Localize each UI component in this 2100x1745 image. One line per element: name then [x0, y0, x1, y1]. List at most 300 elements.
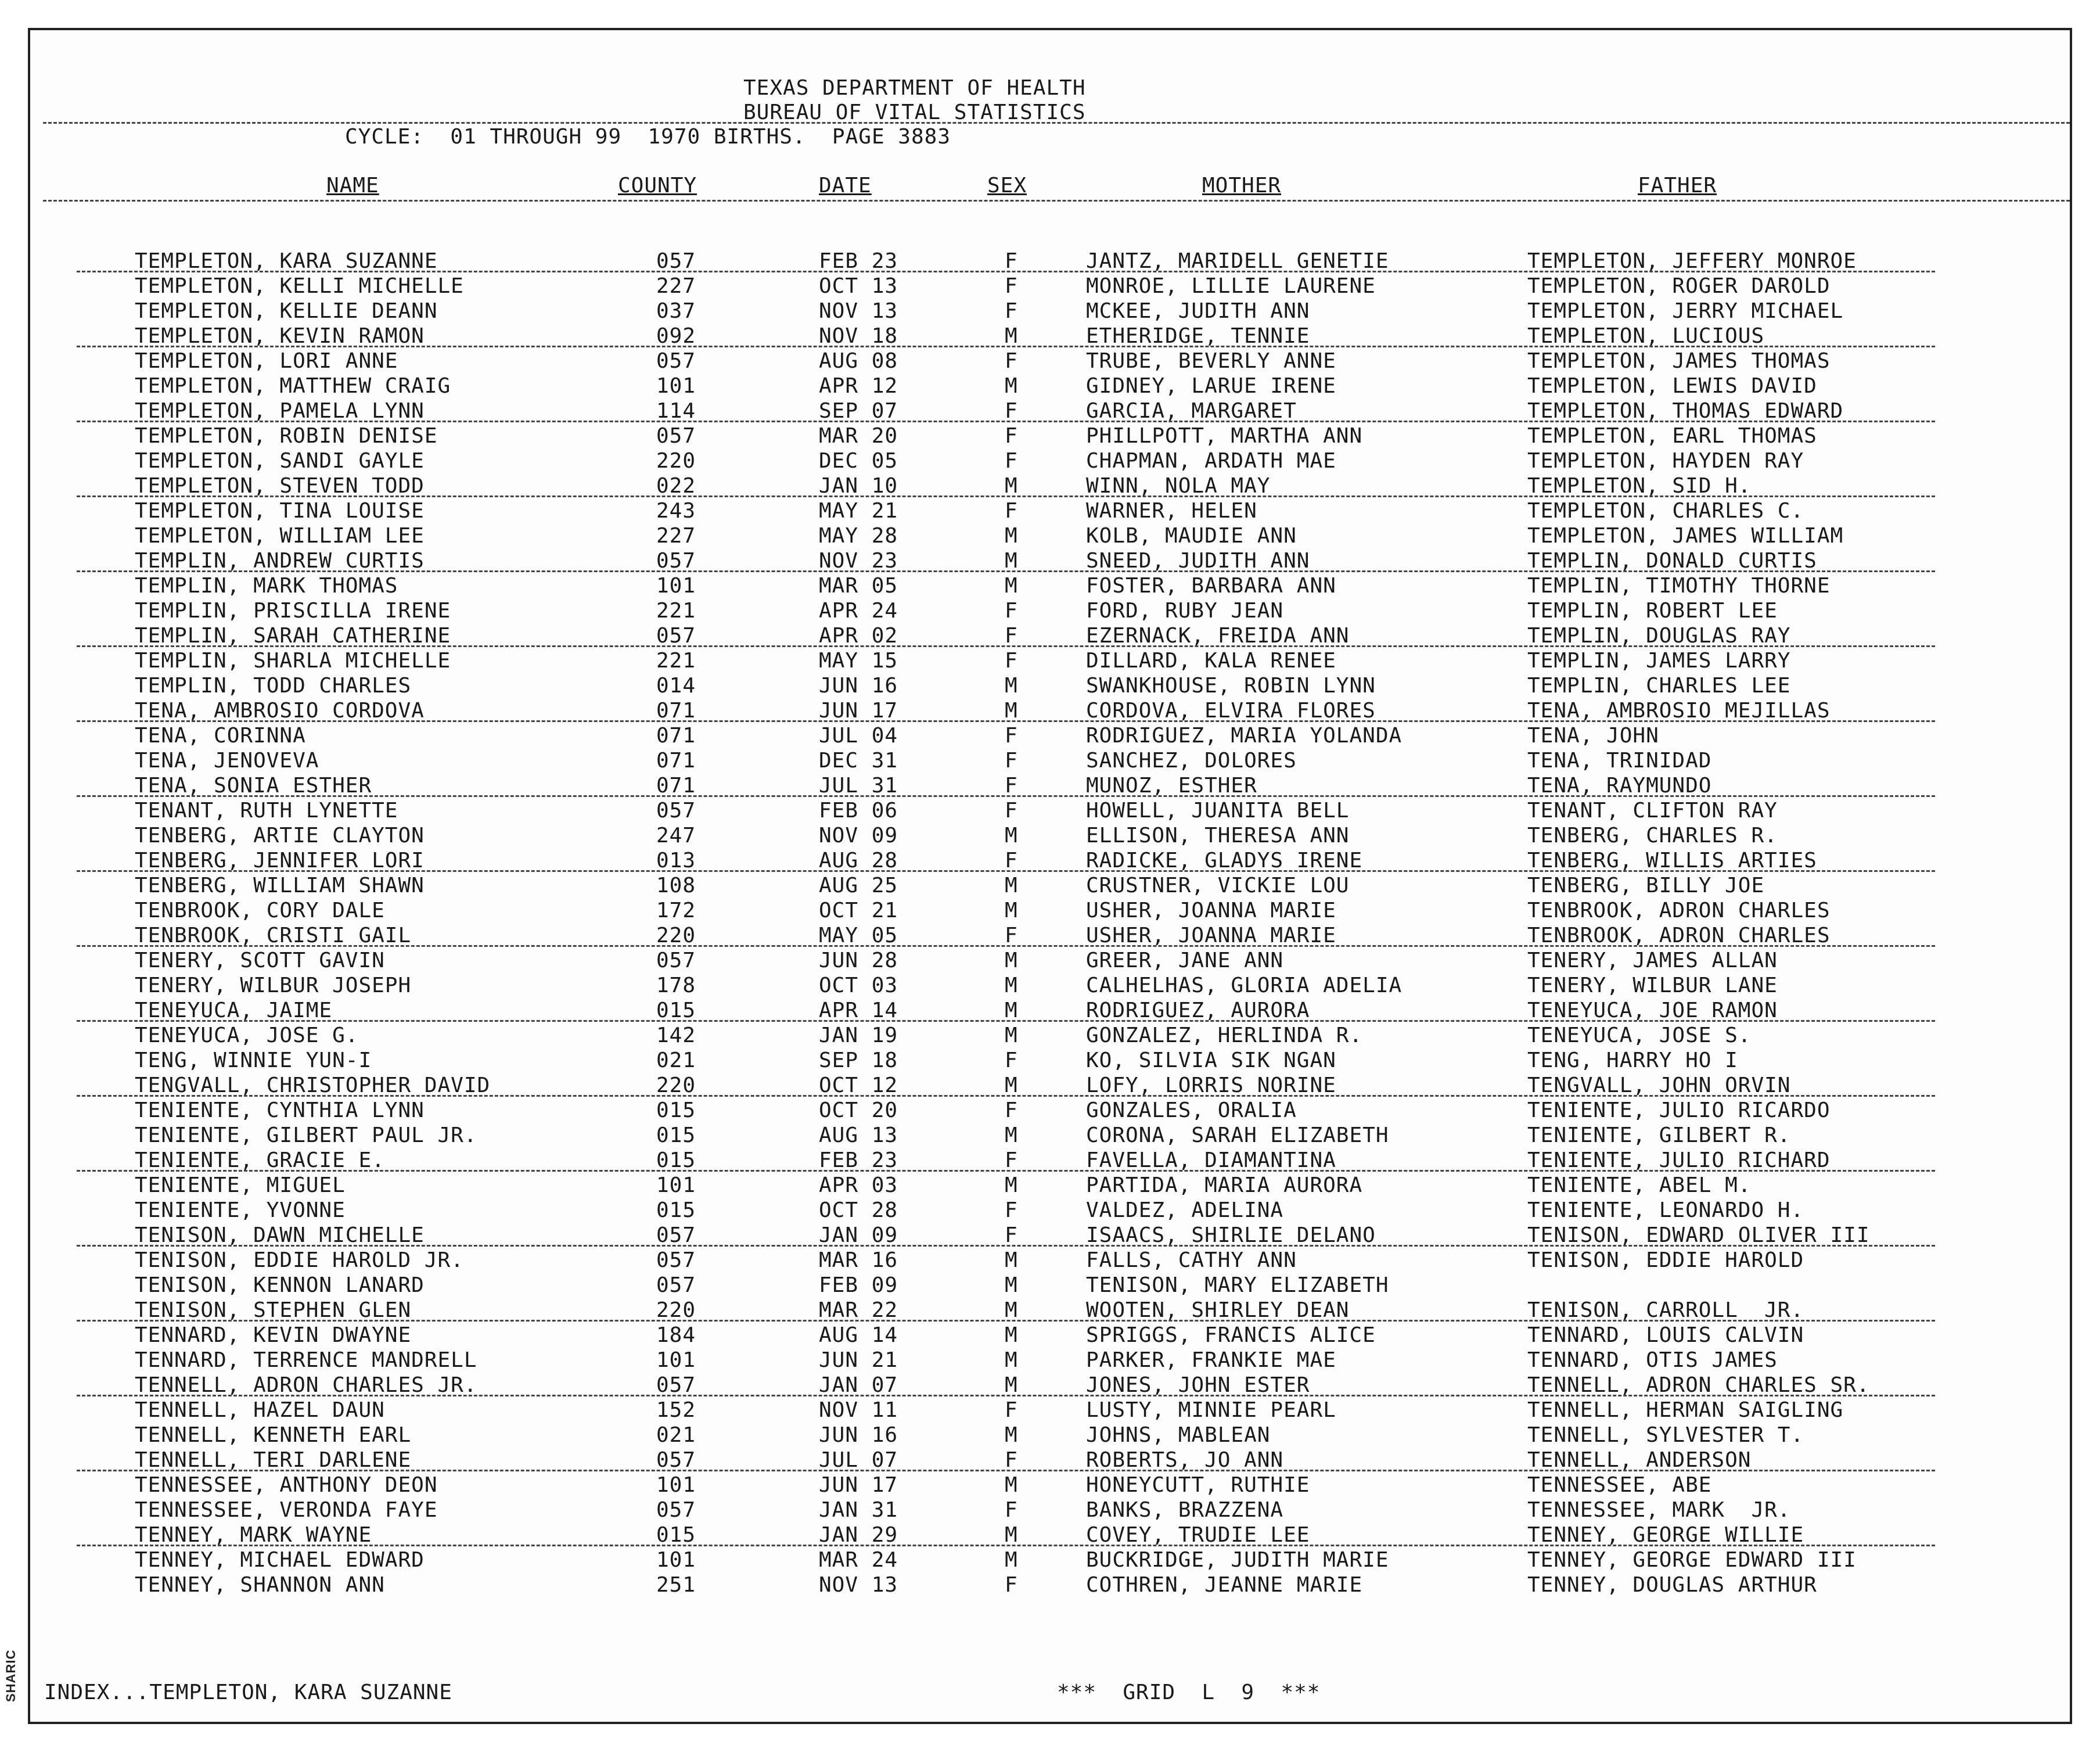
record-sex: M: [1005, 1298, 1018, 1322]
record-father: TENIENTE, GILBERT R.: [1527, 1123, 1791, 1147]
record-name: TEMPLETON, TINA LOUISE: [135, 499, 425, 523]
record-sex: M: [1005, 674, 1018, 698]
record-mother: FOSTER, BARBARA ANN: [1086, 574, 1336, 598]
record-mother: JANTZ, MARIDELL GENETIE: [1086, 249, 1389, 273]
record-row: [30, 749, 2074, 774]
record-row: [30, 1249, 2074, 1274]
record-name: TEMPLETON, KEVIN RAMON: [135, 324, 425, 348]
row-separator: [77, 1545, 1935, 1546]
record-name: TEMPLETON, KELLI MICHELLE: [135, 274, 464, 298]
record-date: AUG 13: [819, 1123, 898, 1147]
record-father: TEMPLIN, DONALD CURTIS: [1527, 549, 1817, 573]
record-county: 247: [656, 824, 696, 848]
record-mother: BUCKRIDGE, JUDITH MARIE: [1086, 1548, 1389, 1572]
record-name: TENNESSEE, ANTHONY DEON: [135, 1473, 438, 1497]
record-row: [30, 325, 2074, 350]
record-sex: M: [1005, 1423, 1018, 1447]
record-mother: PARTIDA, MARIA AURORA: [1086, 1173, 1363, 1197]
record-name: TENNELL, KENNETH EARL: [135, 1423, 412, 1447]
record-row: [30, 1499, 2074, 1524]
record-county: 114: [656, 399, 696, 423]
record-father: TENGVALL, JOHN ORVIN: [1527, 1073, 1791, 1097]
record-date: JUL 04: [819, 724, 898, 748]
record-sex: F: [1005, 1573, 1018, 1597]
record-father: TENBERG, WILLIS ARTIES: [1527, 849, 1817, 873]
record-county: 101: [656, 1473, 696, 1497]
record-sex: M: [1005, 1073, 1018, 1097]
record-row: [30, 1274, 2074, 1299]
record-father: TENEYUCA, JOE RAMON: [1527, 999, 1778, 1022]
header-bureau: BUREAU OF VITAL STATISTICS: [743, 100, 1086, 124]
column-header-name: NAME: [326, 174, 379, 198]
record-father: TENNEY, DOUGLAS ARTHUR: [1527, 1573, 1817, 1597]
record-date: FEB 23: [819, 249, 898, 273]
record-county: 057: [656, 349, 696, 373]
record-county: 227: [656, 274, 696, 298]
record-sex: F: [1005, 424, 1018, 448]
record-name: TEMPLETON, SANDI GAYLE: [135, 449, 425, 473]
record-row: [30, 649, 2074, 674]
record-sex: F: [1005, 1398, 1018, 1422]
record-sex: M: [1005, 1323, 1018, 1347]
record-name: TENNARD, TERRENCE MANDRELL: [135, 1348, 477, 1372]
record-father: TENA, JOHN: [1527, 724, 1659, 748]
record-mother: ROBERTS, JO ANN: [1086, 1448, 1284, 1472]
record-name: TENNELL, HAZEL DAUN: [135, 1398, 385, 1422]
record-sex: M: [1005, 524, 1018, 548]
column-header-county: COUNTY: [618, 174, 697, 198]
record-county: 092: [656, 324, 696, 348]
record-sex: F: [1005, 599, 1018, 623]
record-county: 021: [656, 1423, 696, 1447]
record-name: TEMPLETON, MATTHEW CRAIG: [135, 374, 451, 398]
record-sex: F: [1005, 1049, 1018, 1072]
record-date: OCT 03: [819, 974, 898, 997]
record-row: [30, 1524, 2074, 1549]
record-mother: LUSTY, MINNIE PEARL: [1086, 1398, 1336, 1422]
document-page: [28, 28, 2072, 1724]
row-separator: [77, 795, 1935, 797]
record-date: NOV 13: [819, 299, 898, 323]
record-row: [30, 1149, 2074, 1174]
record-sex: F: [1005, 399, 1018, 423]
record-county: 071: [656, 699, 696, 723]
record-sex: M: [1005, 574, 1018, 598]
record-row: [30, 1324, 2074, 1349]
record-name: TENA, JENOVEVA: [135, 749, 319, 773]
record-county: 057: [656, 424, 696, 448]
record-father: TENNELL, ANDERSON: [1527, 1448, 1752, 1472]
record-county: 101: [656, 374, 696, 398]
record-row: [30, 350, 2074, 375]
record-father: TEMPLETON, HAYDEN RAY: [1527, 449, 1804, 473]
record-father: TENNESSEE, MARK JR.: [1527, 1498, 1791, 1522]
record-father: TENNEY, GEORGE WILLIE: [1527, 1523, 1804, 1547]
record-county: 021: [656, 1049, 696, 1072]
record-father: TENBERG, BILLY JOE: [1527, 874, 1765, 897]
record-county: 221: [656, 649, 696, 673]
record-date: JUN 16: [819, 674, 898, 698]
record-name: TENERY, WILBUR JOSEPH: [135, 974, 412, 997]
record-row: [30, 924, 2074, 949]
row-separator: [77, 421, 1935, 422]
record-row: [30, 974, 2074, 999]
record-date: MAR 16: [819, 1248, 898, 1272]
record-sex: F: [1005, 349, 1018, 373]
record-mother: MCKEE, JUDITH ANN: [1086, 299, 1310, 323]
record-sex: F: [1005, 299, 1018, 323]
record-row: [30, 699, 2074, 724]
record-date: MAY 21: [819, 499, 898, 523]
record-row: [30, 475, 2074, 500]
rule-header: [43, 200, 2070, 202]
record-county: 057: [656, 1373, 696, 1397]
record-county: 220: [656, 924, 696, 947]
record-date: APR 02: [819, 624, 898, 648]
record-father: TENNARD, LOUIS CALVIN: [1527, 1323, 1804, 1347]
record-county: 057: [656, 949, 696, 972]
record-name: TENBROOK, CORY DALE: [135, 899, 385, 922]
record-father: TEMPLIN, CHARLES LEE: [1527, 674, 1791, 698]
record-mother: KO, SILVIA SIK NGAN: [1086, 1049, 1336, 1072]
row-separator: [77, 1095, 1935, 1097]
record-date: APR 14: [819, 999, 898, 1022]
record-county: 227: [656, 524, 696, 548]
record-name: TEMPLETON, STEVEN TODD: [135, 474, 425, 498]
record-mother: BANKS, BRAZZENA: [1086, 1498, 1284, 1522]
record-county: 071: [656, 774, 696, 798]
record-name: TENIENTE, GILBERT PAUL JR.: [135, 1123, 477, 1147]
record-date: AUG 08: [819, 349, 898, 373]
record-sex: F: [1005, 274, 1018, 298]
record-name: TENNEY, MARK WAYNE: [135, 1523, 372, 1547]
record-date: AUG 25: [819, 874, 898, 897]
record-date: JAN 07: [819, 1373, 898, 1397]
record-mother: FAVELLA, DIAMANTINA: [1086, 1148, 1336, 1172]
record-name: TENG, WINNIE YUN-I: [135, 1049, 372, 1072]
record-date: JUN 21: [819, 1348, 898, 1372]
record-sex: F: [1005, 449, 1018, 473]
record-sex: M: [1005, 999, 1018, 1022]
record-county: 142: [656, 1024, 696, 1047]
record-date: FEB 09: [819, 1273, 898, 1297]
record-county: 243: [656, 499, 696, 523]
record-name: TEMPLIN, TODD CHARLES: [135, 674, 412, 698]
record-father: TENNEY, GEORGE EDWARD III: [1527, 1548, 1857, 1572]
record-county: 184: [656, 1323, 696, 1347]
record-date: APR 03: [819, 1173, 898, 1197]
record-row: [30, 425, 2074, 450]
record-sex: M: [1005, 549, 1018, 573]
record-date: JUL 07: [819, 1448, 898, 1472]
record-row: [30, 450, 2074, 475]
record-date: FEB 23: [819, 1148, 898, 1172]
record-date: JUN 28: [819, 949, 898, 972]
record-county: 220: [656, 1298, 696, 1322]
record-name: TENISON, KENNON LANARD: [135, 1273, 425, 1297]
record-name: TEMPLETON, ROBIN DENISE: [135, 424, 438, 448]
record-date: FEB 06: [819, 799, 898, 823]
record-father: TEMPLETON, ROGER DAROLD: [1527, 274, 1831, 298]
record-mother: COVEY, TRUDIE LEE: [1086, 1523, 1310, 1547]
record-mother: JONES, JOHN ESTER: [1086, 1373, 1310, 1397]
record-date: NOV 13: [819, 1573, 898, 1597]
record-county: 057: [656, 799, 696, 823]
record-father: TENA, RAYMUNDO: [1527, 774, 1712, 798]
record-row: [30, 1024, 2074, 1049]
record-row: [30, 674, 2074, 699]
record-father: TENEYUCA, JOSE S.: [1527, 1024, 1752, 1047]
footer-index: INDEX...TEMPLETON, KARA SUZANNE: [44, 1681, 452, 1704]
record-mother: RODRIGUEZ, AURORA: [1086, 999, 1310, 1022]
record-mother: USHER, JOANNA MARIE: [1086, 899, 1336, 922]
record-row: [30, 1199, 2074, 1224]
record-name: TEMPLETON, KELLIE DEANN: [135, 299, 438, 323]
record-father: TENIENTE, JULIO RICHARD: [1527, 1148, 1831, 1172]
record-mother: HONEYCUTT, RUTHIE: [1086, 1473, 1310, 1497]
record-father: TENBERG, CHARLES R.: [1527, 824, 1778, 848]
record-name: TEMPLIN, SHARLA MICHELLE: [135, 649, 451, 673]
record-row: [30, 1349, 2074, 1374]
record-date: AUG 14: [819, 1323, 898, 1347]
record-county: 172: [656, 899, 696, 922]
record-row: [30, 1174, 2074, 1199]
record-father: TEMPLETON, EARL THOMAS: [1527, 424, 1817, 448]
column-header-date: DATE: [819, 174, 872, 198]
record-father: TENNELL, ADRON CHARLES SR.: [1527, 1373, 1870, 1397]
record-sex: F: [1005, 1223, 1018, 1247]
record-mother: RADICKE, GLADYS IRENE: [1086, 849, 1363, 873]
record-sex: M: [1005, 1348, 1018, 1372]
record-county: 101: [656, 574, 696, 598]
record-date: MAR 24: [819, 1548, 898, 1572]
record-mother: LOFY, LORRIS NORINE: [1086, 1073, 1336, 1097]
record-county: 015: [656, 999, 696, 1022]
record-sex: M: [1005, 1273, 1018, 1297]
record-mother: GREER, JANE ANN: [1086, 949, 1284, 972]
record-father: TENANT, CLIFTON RAY: [1527, 799, 1778, 823]
record-sex: M: [1005, 1548, 1018, 1572]
row-separator: [77, 1170, 1935, 1172]
record-date: JAN 10: [819, 474, 898, 498]
record-mother: FALLS, CATHY ANN: [1086, 1248, 1297, 1272]
record-name: TENERY, SCOTT GAVIN: [135, 949, 385, 972]
record-father: TENNELL, SYLVESTER T.: [1527, 1423, 1804, 1447]
record-row: [30, 824, 2074, 849]
record-name: TENBERG, JENNIFER LORI: [135, 849, 425, 873]
record-name: TENIENTE, MIGUEL: [135, 1173, 346, 1197]
record-sex: F: [1005, 924, 1018, 947]
record-county: 221: [656, 599, 696, 623]
record-mother: ELLISON, THERESA ANN: [1086, 824, 1350, 848]
record-name: TEMPLIN, MARK THOMAS: [135, 574, 398, 598]
side-label: SHARIC: [3, 1649, 18, 1703]
record-mother: GIDNEY, LARUE IRENE: [1086, 374, 1336, 398]
record-sex: F: [1005, 724, 1018, 748]
record-county: 220: [656, 1073, 696, 1097]
record-row: [30, 874, 2074, 899]
record-father: TENERY, JAMES ALLAN: [1527, 949, 1778, 972]
record-name: TENNARD, KEVIN DWAYNE: [135, 1323, 412, 1347]
record-name: TENBROOK, CRISTI GAIL: [135, 924, 412, 947]
record-name: TEMPLIN, SARAH CATHERINE: [135, 624, 451, 648]
record-mother: TENISON, MARY ELIZABETH: [1086, 1273, 1389, 1297]
record-row: [30, 799, 2074, 824]
record-date: OCT 28: [819, 1198, 898, 1222]
record-sex: F: [1005, 1198, 1018, 1222]
record-sex: M: [1005, 1248, 1018, 1272]
record-father: TENISON, EDDIE HAROLD: [1527, 1248, 1804, 1272]
record-row: [30, 1399, 2074, 1424]
record-mother: WARNER, HELEN: [1086, 499, 1257, 523]
record-date: JUL 31: [819, 774, 898, 798]
record-county: 013: [656, 849, 696, 873]
record-mother: SPRIGGS, FRANCIS ALICE: [1086, 1323, 1376, 1347]
record-county: 015: [656, 1098, 696, 1122]
record-row: [30, 400, 2074, 425]
record-sex: F: [1005, 649, 1018, 673]
record-row: [30, 1574, 2074, 1599]
record-date: OCT 20: [819, 1098, 898, 1122]
row-separator: [77, 1470, 1935, 1471]
record-sex: M: [1005, 1523, 1018, 1547]
record-county: 057: [656, 1448, 696, 1472]
record-father: TENA, AMBROSIO MEJILLAS: [1527, 699, 1831, 723]
record-row: [30, 300, 2074, 325]
record-row: [30, 774, 2074, 799]
record-mother: CORONA, SARAH ELIZABETH: [1086, 1123, 1389, 1147]
record-county: 022: [656, 474, 696, 498]
record-name: TENNELL, ADRON CHARLES JR.: [135, 1373, 477, 1397]
row-separator: [77, 1020, 1935, 1022]
record-name: TENBERG, WILLIAM SHAWN: [135, 874, 425, 897]
record-mother: GARCIA, MARGARET: [1086, 399, 1297, 423]
record-row: [30, 375, 2074, 400]
record-father: TENISON, EDWARD OLIVER III: [1527, 1223, 1870, 1247]
record-sex: M: [1005, 1473, 1018, 1497]
record-sex: F: [1005, 249, 1018, 273]
record-mother: ISAACS, SHIRLIE DELANO: [1086, 1223, 1376, 1247]
record-father: TENIENTE, ABEL M.: [1527, 1173, 1752, 1197]
row-separator: [77, 1395, 1935, 1396]
record-date: DEC 05: [819, 449, 898, 473]
record-county: 057: [656, 624, 696, 648]
record-father: TENERY, WILBUR LANE: [1527, 974, 1778, 997]
record-date: NOV 09: [819, 824, 898, 848]
row-separator: [77, 1320, 1935, 1322]
record-county: 152: [656, 1398, 696, 1422]
record-sex: F: [1005, 1498, 1018, 1522]
record-date: MAY 05: [819, 924, 898, 947]
record-sex: M: [1005, 1024, 1018, 1047]
record-name: TENA, CORINNA: [135, 724, 306, 748]
record-name: TEMPLIN, ANDREW CURTIS: [135, 549, 425, 573]
record-date: SEP 18: [819, 1049, 898, 1072]
record-row: [30, 1124, 2074, 1149]
record-father: TENBROOK, ADRON CHARLES: [1527, 899, 1831, 922]
record-county: 037: [656, 299, 696, 323]
record-sex: M: [1005, 974, 1018, 997]
record-mother: SANCHEZ, DOLORES: [1086, 749, 1297, 773]
record-mother: JOHNS, MABLEAN: [1086, 1423, 1271, 1447]
record-mother: EZERNACK, FREIDA ANN: [1086, 624, 1350, 648]
record-date: OCT 12: [819, 1073, 898, 1097]
record-county: 015: [656, 1198, 696, 1222]
record-date: APR 24: [819, 599, 898, 623]
record-row: [30, 724, 2074, 749]
column-header-sex: SEX: [987, 174, 1027, 198]
record-county: 101: [656, 1173, 696, 1197]
record-name: TENEYUCA, JAIME: [135, 999, 333, 1022]
record-father: TEMPLIN, JAMES LARRY: [1527, 649, 1791, 673]
record-date: JAN 31: [819, 1498, 898, 1522]
record-father: TENA, TRINIDAD: [1527, 749, 1712, 773]
record-mother: USHER, JOANNA MARIE: [1086, 924, 1336, 947]
record-mother: COTHREN, JEANNE MARIE: [1086, 1573, 1363, 1597]
row-separator: [77, 346, 1935, 347]
record-name: TEMPLETON, KARA SUZANNE: [135, 249, 438, 273]
record-county: 057: [656, 1248, 696, 1272]
record-row: [30, 575, 2074, 599]
record-name: TEMPLETON, WILLIAM LEE: [135, 524, 425, 548]
record-father: TENNARD, OTIS JAMES: [1527, 1348, 1778, 1372]
record-father: TEMPLIN, DOUGLAS RAY: [1527, 624, 1791, 648]
record-mother: CORDOVA, ELVIRA FLORES: [1086, 699, 1376, 723]
record-mother: MONROE, LILLIE LAURENE: [1086, 274, 1376, 298]
record-sex: F: [1005, 774, 1018, 798]
record-father: TEMPLETON, LUCIOUS: [1527, 324, 1765, 348]
record-county: 220: [656, 449, 696, 473]
record-date: AUG 28: [819, 849, 898, 873]
record-mother: CALHELHAS, GLORIA ADELIA: [1086, 974, 1403, 997]
record-sex: M: [1005, 1123, 1018, 1147]
record-date: MAR 05: [819, 574, 898, 598]
record-sex: F: [1005, 499, 1018, 523]
record-mother: RODRIGUEZ, MARIA YOLANDA: [1086, 724, 1403, 748]
record-name: TEMPLETON, LORI ANNE: [135, 349, 398, 373]
record-sex: F: [1005, 1448, 1018, 1472]
record-name: TENA, SONIA ESTHER: [135, 774, 372, 798]
record-father: TEMPLETON, JAMES THOMAS: [1527, 349, 1831, 373]
record-name: TENGVALL, CHRISTOPHER DAVID: [135, 1073, 491, 1097]
record-date: JUN 17: [819, 699, 898, 723]
record-date: DEC 31: [819, 749, 898, 773]
record-row: [30, 1099, 2074, 1124]
record-row: [30, 949, 2074, 974]
record-county: 178: [656, 974, 696, 997]
header-cycle: CYCLE: 01 THROUGH 99 1970 BIRTHS. PAGE 3883: [345, 125, 951, 149]
record-father: TEMPLETON, JERRY MICHAEL: [1527, 299, 1844, 323]
record-sex: F: [1005, 624, 1018, 648]
record-mother: SNEED, JUDITH ANN: [1086, 549, 1310, 573]
record-date: NOV 11: [819, 1398, 898, 1422]
row-separator: [77, 720, 1935, 722]
record-mother: PHILLPOTT, MARTHA ANN: [1086, 424, 1363, 448]
record-sex: M: [1005, 874, 1018, 897]
record-sex: M: [1005, 899, 1018, 922]
record-mother: VALDEZ, ADELINA: [1086, 1198, 1284, 1222]
record-father: TENIENTE, JULIO RICARDO: [1527, 1098, 1831, 1122]
record-date: OCT 21: [819, 899, 898, 922]
record-county: 015: [656, 1148, 696, 1172]
row-separator: [77, 271, 1935, 272]
record-father: TENIENTE, LEONARDO H.: [1527, 1198, 1804, 1222]
record-sex: M: [1005, 824, 1018, 848]
record-county: 101: [656, 1348, 696, 1372]
record-sex: M: [1005, 1173, 1018, 1197]
row-separator: [77, 1245, 1935, 1247]
record-father: TENG, HARRY HO I: [1527, 1049, 1738, 1072]
